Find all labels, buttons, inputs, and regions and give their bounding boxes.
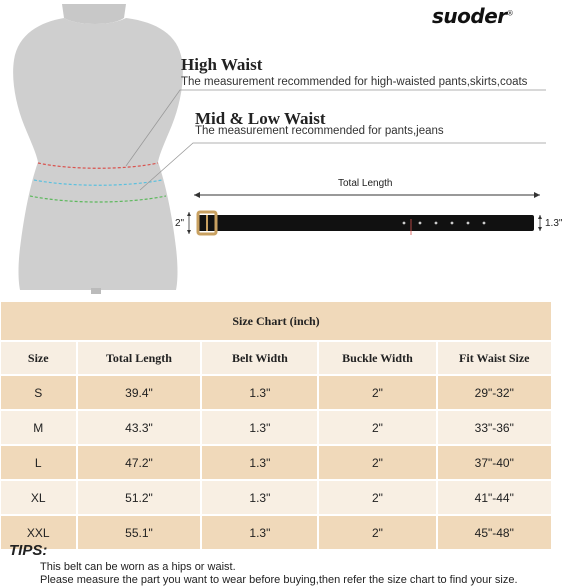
cell-total-length: 43.3" <box>78 411 203 446</box>
table-row <box>1 516 551 551</box>
mannequin-torso <box>13 18 183 290</box>
table-row <box>1 376 551 411</box>
table-row <box>1 446 551 481</box>
cell-size: XXL <box>1 516 78 551</box>
header-fit-waist-size: Fit Waist Size <box>438 342 551 376</box>
tips-label: TIPS: <box>9 542 48 559</box>
cell-total-length: 39.4" <box>78 376 203 411</box>
size-chart-header-row <box>1 342 551 376</box>
mannequin-neck <box>62 4 126 24</box>
cell-belt-width: 1.3" <box>202 411 319 446</box>
header-belt-width: Belt Width <box>202 342 319 376</box>
belt-diagram <box>170 185 563 245</box>
cell-total-length: 55.1" <box>78 516 203 551</box>
cell-buckle-width: 2" <box>319 411 437 446</box>
high-waist-desc: The measurement recommended for high-waisted pants,skirts,coats <box>181 76 528 88</box>
cell-size: M <box>1 411 78 446</box>
header-size: Size <box>1 342 78 376</box>
arrow-right-icon <box>534 192 540 198</box>
size-chart-title: Size Chart (inch) <box>1 302 551 342</box>
total-length-label: Total Length <box>338 178 393 189</box>
cell-fit-waist-size: 33"-36" <box>438 411 551 446</box>
cell-size: S <box>1 376 78 411</box>
cell-buckle-width: 2" <box>319 376 437 411</box>
size-chart-title-row <box>1 302 551 342</box>
belt-width-label: 1.3" <box>545 218 563 229</box>
cell-size: L <box>1 446 78 481</box>
cell-belt-width: 1.3" <box>202 516 319 551</box>
mid-waist-desc: The measurement recommended for pants,jeans <box>195 125 444 137</box>
table-row <box>1 481 551 516</box>
registered-mark: ® <box>506 9 514 18</box>
cell-buckle-width: 2" <box>319 481 437 516</box>
cell-belt-width: 1.3" <box>202 376 319 411</box>
tips-line-2: Please measure the part you want to wear before buying,then refer the size chart to find your size. <box>40 574 518 586</box>
cell-size: XL <box>1 481 78 516</box>
cell-belt-width: 1.3" <box>202 481 319 516</box>
cell-buckle-width: 2" <box>319 516 437 551</box>
cell-belt-width: 1.3" <box>202 446 319 481</box>
tips-line-1: This belt can be worn as a hips or waist. <box>40 561 236 573</box>
header-total-length: Total Length <box>78 342 203 376</box>
arrow-left-icon <box>194 192 200 198</box>
cell-fit-waist-size: 41"-44" <box>438 481 551 516</box>
cell-fit-waist-size: 45"-48" <box>438 516 551 551</box>
cell-total-length: 51.2" <box>78 481 203 516</box>
cell-fit-waist-size: 37"-40" <box>438 446 551 481</box>
table-row <box>1 411 551 446</box>
header-buckle-width: Buckle Width <box>319 342 437 376</box>
high-waist-title: High Waist <box>181 55 263 74</box>
cell-total-length: 47.2" <box>78 446 203 481</box>
size-chart-table <box>1 302 551 551</box>
cell-buckle-width: 2" <box>319 446 437 481</box>
mannequin-stand <box>91 288 101 294</box>
buckle-width-label: 2" <box>175 218 185 229</box>
mid-waist-title: Mid & Low Waist <box>195 109 326 128</box>
brand-logo-text: suoder <box>432 4 507 28</box>
cell-fit-waist-size: 29"-32" <box>438 376 551 411</box>
